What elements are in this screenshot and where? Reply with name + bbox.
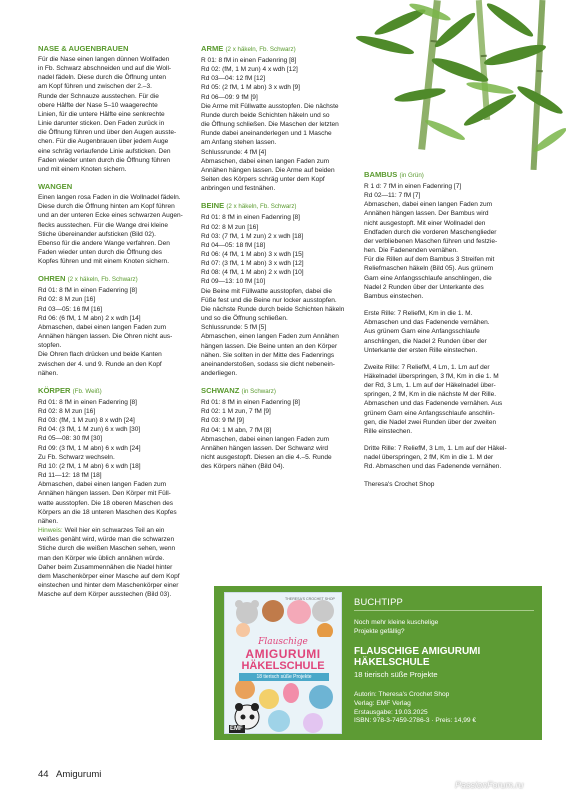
heading-text: SCHWANZ [201,386,240,396]
text-line: Rd 02: 8 M zun [16] [38,408,96,415]
text-line: Rd 02: 8 M zun [16] [38,296,96,304]
section-body [38,286,188,378]
section-heading [201,44,353,55]
text-line: zwischen der 4. und 9. Runde an den Kopf [38,360,162,368]
text-line: einstechen und hinter dem Maschenkörper einer [38,581,179,589]
text-line: Stiche durch die weißen Maschen sehen, wenn [38,545,176,553]
text-line: watte ausstopfen. Die 18 oberen Maschen des [38,499,174,507]
text-line: ISBN: 978-3-7459-2786-3 · Preis: 14,99 € [354,717,477,725]
text-line: Rd 04: (3 fM, 1 M zun) 6 x wdh [30] [38,426,141,434]
text-line: Runde der Schnauze ausstechen. Für die [38,92,159,100]
section-heading [38,274,188,285]
text-line: flecks ausstechen. Für die Wange drei kleine [38,221,169,229]
text-line: Abmaschen und das Fadenende vernähen. Aus [364,400,503,408]
cover-script-title: Flauschige [258,637,308,647]
heading-text: BEINE [201,201,225,211]
buchtipp-divider [354,610,534,611]
section-body [38,193,188,266]
text-line: Seiten des Körpers schräg unter dem Kopf [201,176,325,184]
text-line: Zu Fb. Schwarz wechseln. [38,453,115,461]
text-line: Rille einstechen. [364,427,413,435]
text-line: Reliefmaschen häkeln (Bild 05). Aus grünem [364,265,494,273]
text-line: Diese durch die Öffnung hinten am Kopf führen [38,203,175,211]
text-line: Aus grünem Garn eine Anfangsschlaufe [364,328,480,336]
text-line: Garn eine Anfangsschlaufe anschlingen, die [364,274,492,282]
text-line: Faden wieder unten durch die Öffnung des [38,248,162,256]
text-line: springen, 2 fM, Km in die nächste M der Rille. [364,391,497,399]
cover-subtitle: HÄKELSCHULE [241,660,325,672]
heading-text: BAMBUS [364,170,398,179]
text-line: Erstausgabe: 19.03.2025 [354,708,428,716]
section-body [38,55,188,174]
text-line: Die Beine mit Füllwatte ausstopfen, dabei die [201,287,333,295]
text-line: anschlingen, die Nadel 2 Runden über der [364,337,487,345]
text-line: Abmaschen, dabei einen langen Faden zum [38,323,167,331]
section-body [201,398,353,471]
heading-text: OHREN [38,274,66,284]
section-schwanz [201,386,353,471]
text-line: Kopfes führen und mit einem Knoten sichern. [38,258,170,266]
section-heading: WANGEN [38,182,73,192]
hinweis-label: Hinweis: [38,527,65,535]
text-line: Rd 09: (3 fM, 1 M abn) 6 x wdh [24] [38,444,141,452]
section-nase [38,44,188,174]
text-line: am Kopf führen und zwischen der 2.–3. [38,83,152,91]
section-body [201,56,353,193]
section-body [364,182,516,301]
text-line: Rd 03: (fM, 1 M zun) 8 x wdh [24] [38,417,135,425]
text-line: Rd 09—13: 10 fM [10] [201,278,266,286]
text-line: Erste Rille: 7 ReliefM, Km in die 1. M. [364,310,473,318]
text-line: nähen. Sie sollten in der Mitte des Fadenrings [201,351,335,359]
text-line: Rd 02: 1 M zun, 7 fM [9] [201,408,271,416]
text-line: und an der unteren Ecke eines schwarzen Augen- [38,212,183,220]
text-line: Rd 01: 8 fM in einen Fadenring [8] [38,398,137,406]
section-koerper [38,386,188,599]
text-line: Einen langen rosa Faden in die Wollnadel fädeln. [38,194,181,202]
book-subtitle: 18 tierisch süße Projekte [354,670,438,679]
text-line: Schlussrunde: 4 fM [4] [201,148,267,156]
text-line: der Rd, 3 Lm, 1. Lm auf der Häkelnadel über- [364,382,496,390]
section-heading [201,201,353,212]
text-line: des Körpers nähen (Bild 04). [201,463,285,471]
section-bambus [364,170,516,301]
section-body [201,213,353,378]
text-line: Rd 02: 8 M zun [16] [201,223,259,231]
text-line: Rd 03—05: 16 fM [16] [38,305,103,313]
column-middle [201,44,353,479]
text-line: dem Maschenkörper einer Masche auf dem Kopf [38,572,180,580]
text-line: Linie darunter sticken. Den Faden zurück in [38,120,165,128]
text-line: Ebenso für die andere Wange verfahren. Den [38,239,170,247]
text-line: Rd 06: (4 fM, 1 M abn) 3 x wdh [15] [201,250,304,258]
text-line: Noch mehr kleine kuschelige [354,619,439,626]
text-line: Bambus einstechen. [364,292,424,300]
watermark: PassionForum.ru [455,780,524,790]
section-heading: NASE & AUGENBRAUEN [38,44,129,53]
page-number: 44 [38,769,49,780]
text-line: aneinanderstoßen, sodass sie dicht nebenein- [201,360,335,368]
text-line: die Öffnung schließen. Die Maschen der letzten [201,121,339,129]
text-line: Linien, für die untere Hälfte eine senkrechte [38,110,165,118]
text-line: Projekte gefällig? [354,628,405,635]
text-line: Abmaschen, dabei einen langen Faden zum [201,157,330,165]
text-line: Faden wieder unten durch die Öffnung führen [38,156,170,164]
text-line: nicht ausgestopft. Diesen an die 4.–5. Runde [201,454,332,462]
bamboo-decoration [330,0,566,175]
heading-text: KÖRPER [38,385,71,395]
text-line: HÄKELSCHULE [354,657,430,668]
text-line: Rd 03: 9 fM [9] [201,417,244,425]
text-line: Rd 04—05: 18 fM [18] [201,241,266,249]
text-line: Unterkante der ersten Rille einstechen. [364,346,478,354]
text-line: Rd 10: (2 fM, 1 M abn) 6 x wdh [18] [38,462,141,470]
text-line: die Öffnung führen und über den Augen ausste- [38,129,177,137]
text-line: Annähen hängen lassen. Den Körper mit Füll- [38,490,171,498]
hinweis-text: Weil hier ein schwarzes Teil an ein [64,527,165,535]
text-line: Runde durch beide Schichten häkeln und so [201,111,330,119]
book-title [354,646,534,668]
buchtipp-label: BUCHTIPP [354,596,404,607]
hinweis-note [38,526,188,599]
text-line: Autorin: Theresa's Crochet Shop [354,691,450,698]
text-line: Häkelnadel überspringen, 3 fM, Km in die 1. M [364,372,499,380]
text-line: Die Arme mit Füllwatte ausstopfen. Die nächste [201,102,339,110]
text-line: anbringen und festnähen. [201,185,276,193]
text-line: Annähen hängen lassen. Der Bambus wird [364,210,489,218]
paragraph-rille-3 [364,444,516,471]
text-line: Rd 07: (3 fM, 1 M abn) 3 x wdh [12] [201,260,304,268]
cover-author: THERESA'S CROCHET SHOP [285,597,335,601]
text-line: Abmaschen, dabei einen langen Faden zum [364,201,493,209]
text-line: Dritte Rille: 7 ReliefM, 3 Lm, 1. Lm auf der Häkel- [364,445,507,453]
text-line: R 01: 8 fM in einen Fadenring [8] [201,57,297,64]
text-line: Füße fest und die Beine nur locker ausstopfen. [201,296,337,304]
text-line: Rd 05: (2 fM, 1 M abn) 3 x wdh [9] [201,84,300,92]
text-line: Rd 04: 1 M abn, 7 fM [8] [201,426,272,434]
book-cover [224,592,342,734]
heading-sub: (2 x häkeln, Fb. Schwarz) [225,46,296,53]
text-line: Daher beim Zusammennähen die Nadel hinter [38,563,173,571]
text-line: Rd 08: (4 fM, 1 M abn) 2 x wdh [10] [201,269,304,277]
text-line: nicht ausgestopft. Mit einer Wollnadel den [364,219,486,227]
text-line: eine schräg verlaufende Linie aufsticken. Den [38,147,171,155]
text-line: man den Körper wie üblich annähen würde. [38,554,165,562]
footer-section-title: Amigurumi [56,769,102,780]
cover-banner: 18 tierisch süße Projekte [239,673,329,681]
section-ohren [38,274,188,378]
text-line: stopfen. [38,342,62,350]
book-teaser [354,618,534,636]
heading-sub: (2 x häkeln, Fb. Schwarz) [67,276,138,284]
heading-sub: (2 x häkeln, Fb. Schwarz) [226,203,297,211]
text-line: nähen. [38,369,59,377]
text-line: Verlag: EMF Verlag [354,699,411,707]
section-heading [364,170,516,181]
text-line: am Anfang stehen lassen. [201,139,277,147]
text-line: Rd. Abmaschen und das Fadenende vernähen. [364,463,502,471]
text-line: obere Hälfte der Nase 5–10 waagerechte [38,101,158,109]
text-line: Für die Nase einen langen dünnen Wollfaden [38,56,170,63]
paragraph-rille-1 [364,309,516,355]
text-line: Die nächste Runde durch beide Schichten häkeln [201,305,345,313]
text-line: Stiche übereinander aufsticken (Bild 02). [38,230,156,238]
column-right [364,170,516,489]
book-info [354,691,539,726]
text-line: Masche auf dem Körper ausstechen (Bild 03). [38,591,172,599]
cover-main-title: AMIGURUMI [245,647,321,661]
text-line: R 1 d: 7 fM in einen Fadenring [7] [364,183,462,190]
section-body [38,398,188,526]
text-line: chen. Für die Augenbrauen über jedem Auge [38,138,169,146]
heading-text: ARME [201,44,224,53]
text-line: und so die Öffnung schließen. [201,315,288,323]
text-line: Rd 01: 8 fM in einen Fadenring [8] [201,399,300,407]
text-line: FLAUSCHIGE AMIGURUMI [354,646,481,657]
text-line: Runde dabei aneinanderlegen und 1 Masche [201,130,332,138]
text-line: Annähen hängen lassen. Die Arme auf beiden [201,166,335,174]
section-heading [201,386,353,397]
section-arme [201,44,353,193]
text-line: Annähen hängen lassen. Die Ohren nicht aus- [38,333,173,341]
text-line: in Fb. Schwarz abschneiden und auf die Woll- [38,65,172,73]
text-line: Rd 01: 8 fM in einen Fadenring [8] [201,214,300,222]
paragraph-rille-2 [364,363,516,436]
text-line: Abmaschen, einen langen Faden zum Annähen [201,333,339,341]
text-line: Körpers an die 18 unteren Maschen des Kopfes [38,508,177,516]
text-line: Die Ohren flach drücken und beide Kanten [38,351,162,359]
cover-publisher: EMF [230,726,243,732]
text-line: hängen lassen. Die Beine unten an den Körper [201,342,338,350]
book-tip-box [214,586,542,740]
text-line: Endfaden durch die vorderen Maschenglieder [364,228,497,236]
text-line: Abmaschen, dabei einen langen Faden zum [38,481,167,489]
text-line: Rd 03: (7 fM, 1 M zun) 2 x wdh [18] [201,232,304,240]
text-line: Rd 11—12: 18 fM [18] [38,472,102,480]
section-heading [38,386,188,397]
section-wangen [38,182,188,266]
text-line: anderliegen. [201,370,238,377]
credit-line: Theresa's Crochet Shop [364,480,435,488]
text-line [38,526,188,535]
text-line: Rd 03—04: 12 fM [12] [201,75,266,83]
text-line: und mit einem Knoten sichern. [38,165,127,173]
text-line: der verbliebenen Maschen führen und festzie- [364,237,498,245]
text-line: weißes genäht wird, würde man die schwarzen [38,536,175,544]
text-line: Abmaschen und das Fadenende vernähen. [364,319,490,327]
section-beine [201,201,353,378]
text-line: Rd 01: 8 fM in einen Fadenring [8] [38,287,137,295]
text-line: Rd 02: (fM, 1 M zun) 4 x wdh [12] [201,66,298,74]
heading-sub: (in Schwarz) [241,388,276,396]
text-line: Schlussrunde: 5 fM [5] [201,324,267,332]
heading-sub: (in Grün) [399,172,424,179]
text-line: Rd 05—08: 30 fM [30] [38,435,103,443]
heading-sub: (Fb. Weiß) [72,387,102,395]
text-line: hen. Die Fadenenden vernähen. [364,247,458,255]
text-line: Rd 02—11: 7 fM [7] [364,192,421,200]
text-line: Für die Rillen auf dem Bambus 3 Streifen mit [364,256,495,264]
text-line: Abmaschen, dabei einen langen Faden zum [201,435,330,443]
text-line: nadel fädeln. Diese durch die Öffnung unten [38,74,166,82]
text-line: grünem Garn eine Anfangsschlaufe anschlin- [364,409,495,417]
text-line: Rd 06: (6 fM, 1 M abn) 2 x wdh [14] [38,314,141,322]
text-line: gen, die Nadel zwei Runden über der zweiten [364,418,497,426]
text-line: nadel überspringen, 2 fM, Km in die 1. M der [364,454,494,462]
text-line: Rd 06—09: 9 fM [9] [201,93,258,101]
text-line: Nadel 2 Runden über der Unterkante des [364,283,484,291]
text-line: Zweite Rille: 7 ReliefM, 4 Lm, 1. Lm auf der [364,363,490,371]
column-left [38,44,188,607]
text-line: Annähen hängen lassen. Der Schwanz wird [201,444,329,452]
text-line: nähen. [38,517,59,525]
